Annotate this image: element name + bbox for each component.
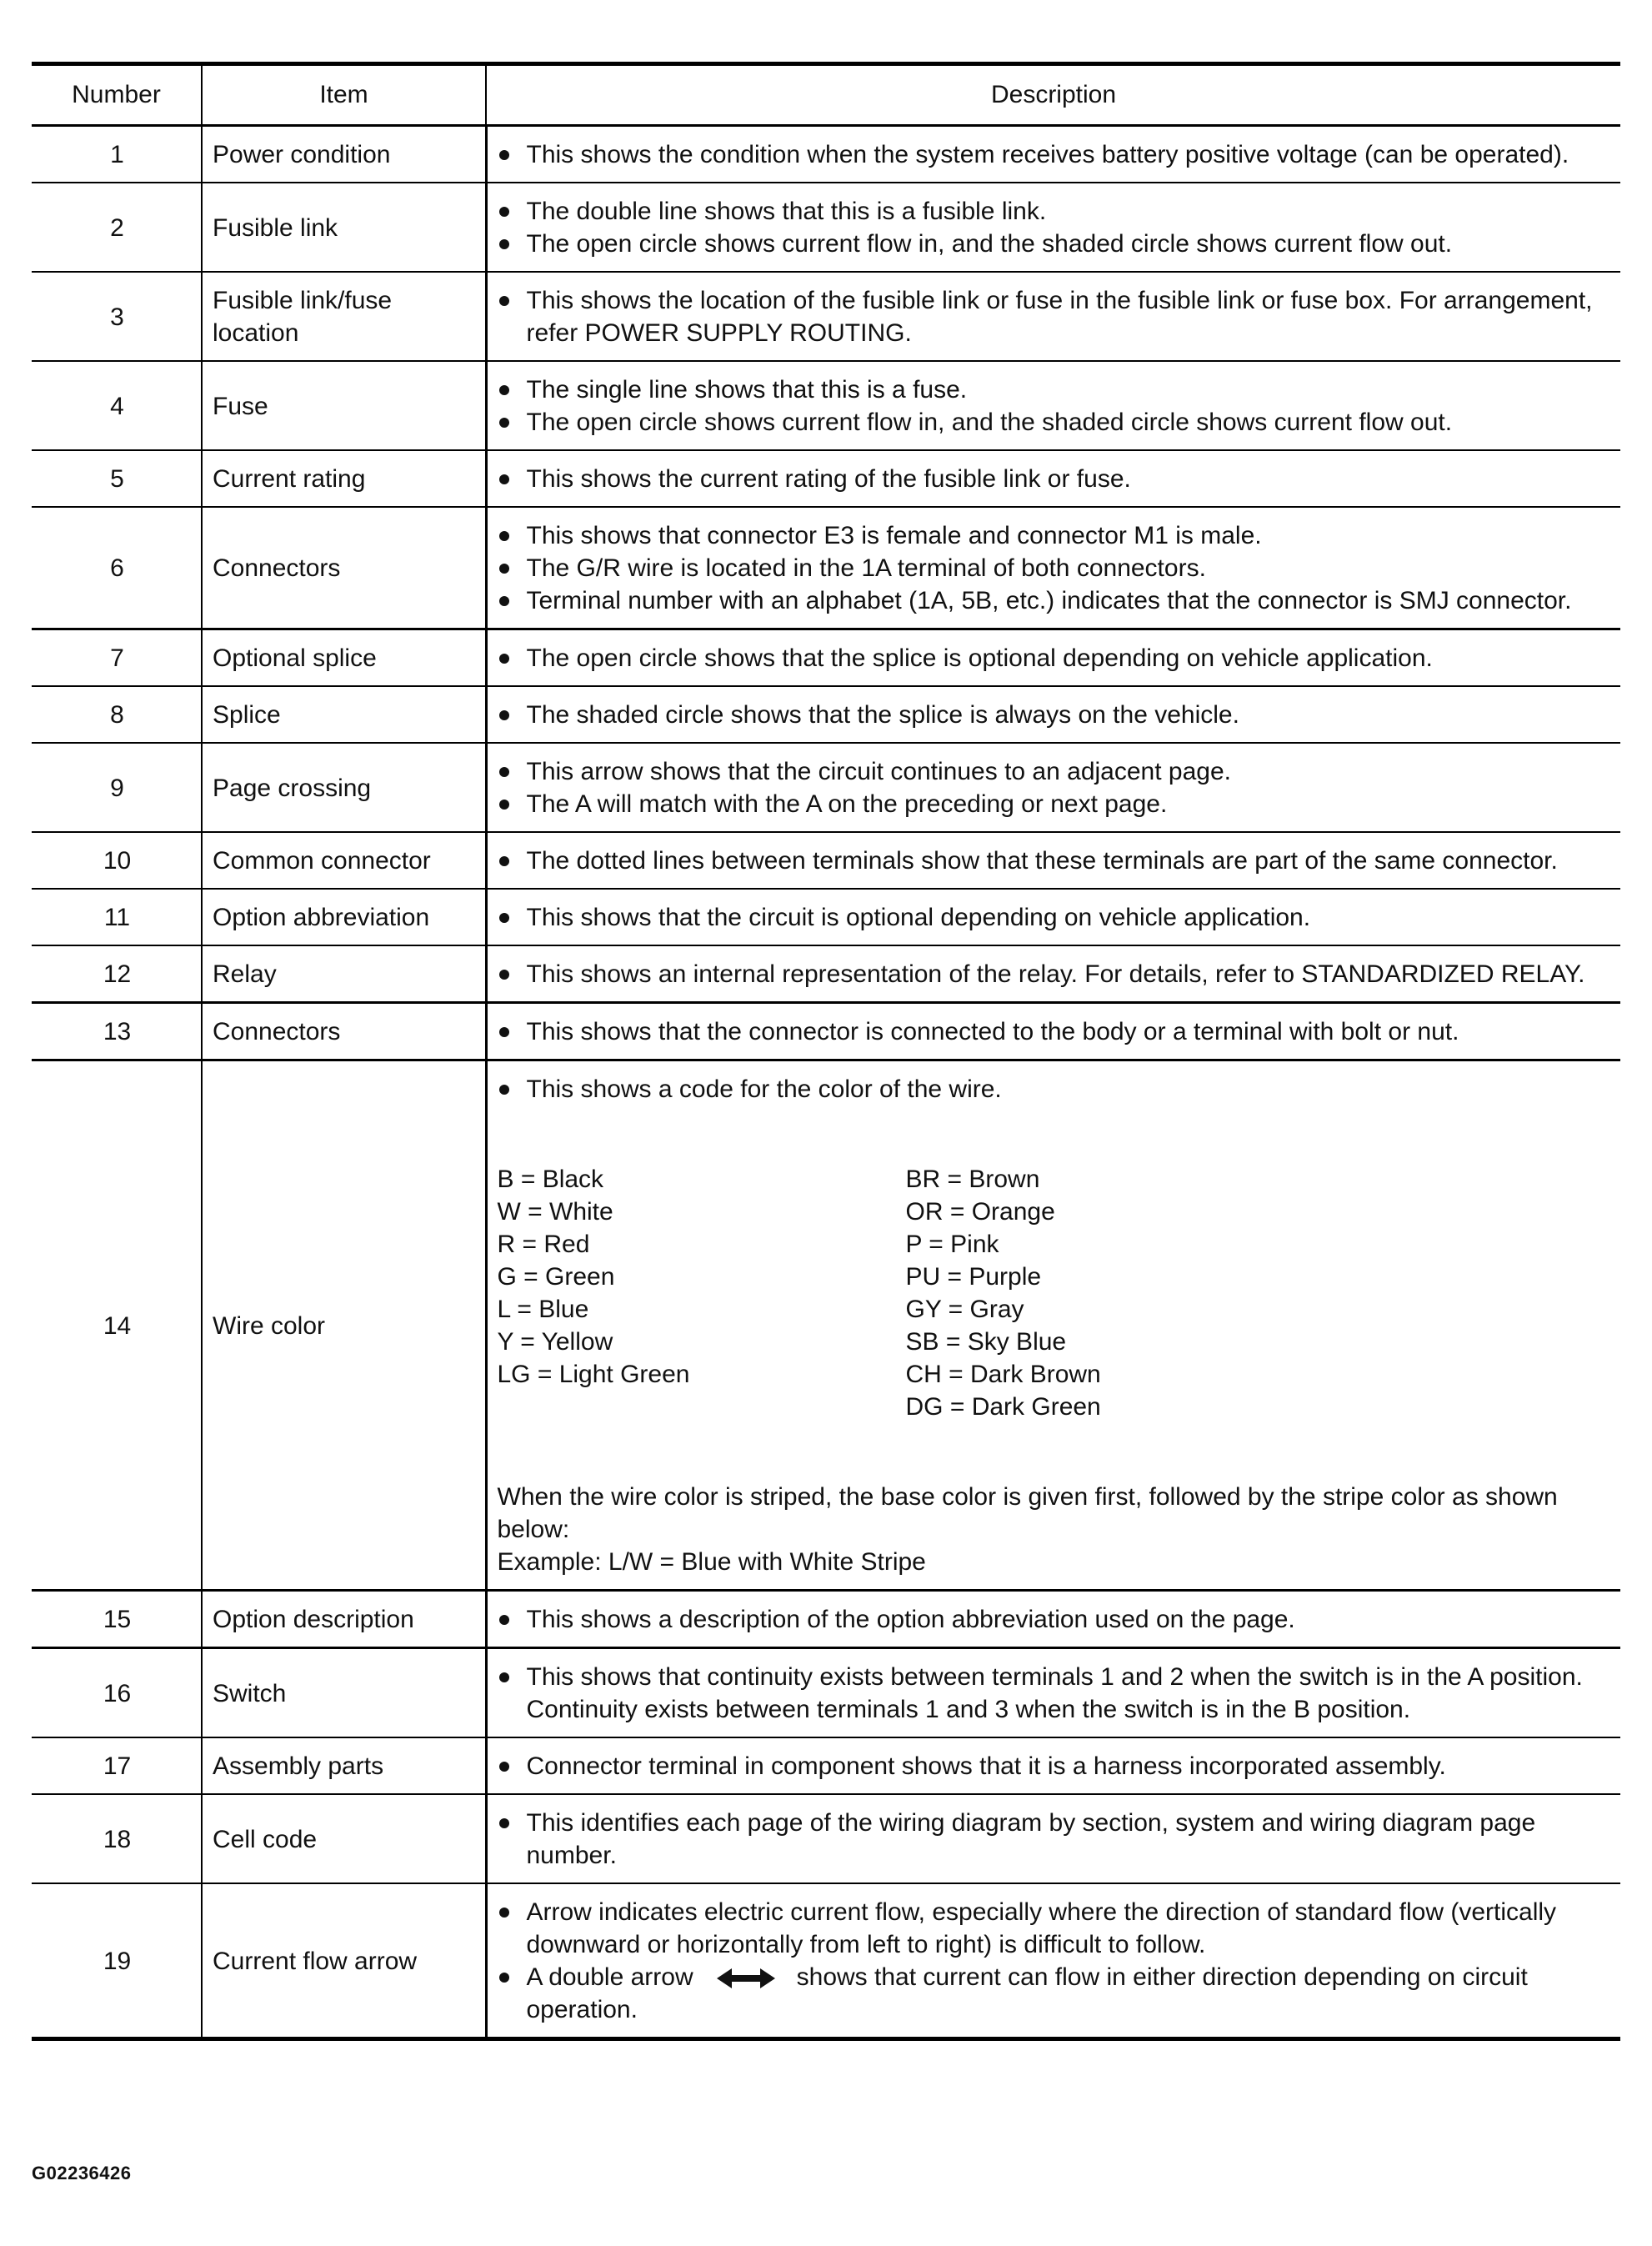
row-number: 10 <box>32 832 202 889</box>
row-item: Fusible link <box>202 183 486 272</box>
row-number: 7 <box>32 629 202 687</box>
row-number: 6 <box>32 507 202 629</box>
row-number: 14 <box>32 1060 202 1591</box>
row-description <box>486 450 1620 507</box>
figure-code: G02236426 <box>32 2163 132 2183</box>
header-item: Item <box>202 64 486 126</box>
table-header-row <box>32 64 1620 126</box>
table-row <box>32 272 1620 361</box>
description-bullet: This identifies each page of the wiring diagram by section, system and wiring diagram page number. <box>498 1807 1613 1872</box>
row-description <box>486 945 1620 1003</box>
table-row <box>32 945 1620 1003</box>
table-row <box>32 507 1620 629</box>
description-bullet: The G/R wire is located in the 1A terminal of both connectors. <box>498 552 1613 584</box>
table-row <box>32 889 1620 945</box>
row-description <box>486 1648 1620 1738</box>
wire-color-code: PU = Purple <box>905 1263 1042 1291</box>
wire-color-code: W = White <box>497 1198 613 1226</box>
bullet-text-after: shows that current can flow in either direction depending on circuit operation. <box>526 1963 1528 2023</box>
row-description <box>486 686 1620 743</box>
row-item: Assembly parts <box>202 1737 486 1794</box>
row-item: Optional splice <box>202 629 486 687</box>
description-bullet: This shows that continuity exists between terminals 1 and 2 when the switch is in the A position. Continuity exists between terminals 1 and 3 when the switch is in the B position. <box>498 1661 1613 1726</box>
table-row <box>32 1737 1620 1794</box>
wire-color-code: OR = Orange <box>905 1198 1055 1226</box>
wire-color-codes <box>498 1163 1613 1423</box>
row-item: Connectors <box>202 507 486 629</box>
wiring-legend-table <box>32 62 1620 2041</box>
wire-color-code: GY = Gray <box>905 1296 1024 1323</box>
row-item: Relay <box>202 945 486 1003</box>
note-line: Example: L/W = Blue with White Stripe <box>497 1548 926 1576</box>
row-number: 5 <box>32 450 202 507</box>
row-item: Wire color <box>202 1060 486 1591</box>
description-bullet: The A will match with the A on the preceding or next page. <box>498 788 1613 820</box>
wire-color-code: L = Blue <box>497 1296 589 1323</box>
description-bullet: The open circle shows current flow in, and the shaded circle shows current flow out. <box>498 406 1613 439</box>
wire-color-code: Y = Yellow <box>497 1328 613 1356</box>
row-description <box>486 1591 1620 1648</box>
row-number: 9 <box>32 743 202 832</box>
table-row <box>32 126 1620 183</box>
description-bullet: This shows the condition when the system receives battery positive voltage (can be operated). <box>498 138 1613 171</box>
row-description <box>486 1003 1620 1060</box>
wire-color-code: SB = Sky Blue <box>905 1328 1067 1356</box>
table-row <box>32 450 1620 507</box>
table-row <box>32 361 1620 450</box>
wire-color-code: CH = Dark Brown <box>905 1361 1101 1388</box>
description-bullet: This shows that the connector is connected to the body or a terminal with bolt or nut. <box>498 1015 1613 1048</box>
row-number: 18 <box>32 1794 202 1883</box>
description-bullet: The single line shows that this is a fuse. <box>498 373 1613 406</box>
table-row <box>32 743 1620 832</box>
row-description <box>486 1060 1620 1591</box>
row-item: Cell code <box>202 1794 486 1883</box>
description-bullet: Connector terminal in component shows that it is a harness incorporated assembly. <box>498 1750 1613 1782</box>
row-item: Fuse <box>202 361 486 450</box>
row-item: Switch <box>202 1648 486 1738</box>
wire-color-code: R = Red <box>497 1231 590 1258</box>
row-number: 13 <box>32 1003 202 1060</box>
row-item: Common connector <box>202 832 486 889</box>
table-row <box>32 1794 1620 1883</box>
row-number: 4 <box>32 361 202 450</box>
row-number: 16 <box>32 1648 202 1738</box>
description-bullet: This arrow shows that the circuit continues to an adjacent page. <box>498 755 1613 788</box>
row-number: 12 <box>32 945 202 1003</box>
row-item: Option abbreviation <box>202 889 486 945</box>
row-description <box>486 126 1620 183</box>
row-number: 11 <box>32 889 202 945</box>
description-bullet: This shows that the circuit is optional depending on vehicle application. <box>498 901 1613 934</box>
row-description <box>486 272 1620 361</box>
row-number: 3 <box>32 272 202 361</box>
wire-color-code: BR = Brown <box>905 1166 1040 1193</box>
table-row <box>32 1648 1620 1738</box>
row-description <box>486 1737 1620 1794</box>
description-bullet: The open circle shows that the splice is optional depending on vehicle application. <box>498 642 1613 674</box>
row-description <box>486 361 1620 450</box>
row-description <box>486 832 1620 889</box>
legend-document <box>32 62 1620 2041</box>
row-description <box>486 889 1620 945</box>
note-line: When the wire color is striped, the base color is given first, followed by the stripe color as shown below: <box>497 1483 1558 1543</box>
header-description: Description <box>486 64 1620 126</box>
description-bullet: The double line shows that this is a fusible link. <box>498 195 1613 228</box>
table-row <box>32 183 1620 272</box>
row-item: Connectors <box>202 1003 486 1060</box>
double-arrow-icon <box>717 1967 775 1990</box>
description-bullet: Arrow indicates electric current flow, especially where the direction of standard flow (vertically downward or horizontally from left to right) is difficult to follow. <box>498 1896 1613 1961</box>
description-bullet: This shows the current rating of the fusible link or fuse. <box>498 463 1613 495</box>
wire-color-code: G = Green <box>497 1263 615 1291</box>
row-number: 15 <box>32 1591 202 1648</box>
row-number: 1 <box>32 126 202 183</box>
row-description <box>486 743 1620 832</box>
row-number: 2 <box>32 183 202 272</box>
table-row <box>32 1003 1620 1060</box>
description-bullet <box>498 1961 1613 2026</box>
row-item: Fusible link/fuse location <box>202 272 486 361</box>
row-item: Power condition <box>202 126 486 183</box>
row-item: Option description <box>202 1591 486 1648</box>
row-item: Page crossing <box>202 743 486 832</box>
description-bullet: The shaded circle shows that the splice is always on the vehicle. <box>498 699 1613 731</box>
row-item: Current flow arrow <box>202 1883 486 2039</box>
row-item: Splice <box>202 686 486 743</box>
row-description <box>486 1883 1620 2039</box>
description-bullet: The dotted lines between terminals show that these terminals are part of the same connector. <box>498 845 1613 877</box>
description-bullet: This shows that connector E3 is female and connector M1 is male. <box>498 519 1613 552</box>
description-bullet: This shows a code for the color of the wire. <box>498 1073 1613 1105</box>
row-description <box>486 1794 1620 1883</box>
table-row <box>32 1591 1620 1648</box>
row-description <box>486 629 1620 687</box>
header-number: Number <box>32 64 202 126</box>
table-row <box>32 832 1620 889</box>
wire-color-code: P = Pink <box>905 1231 999 1258</box>
table-row <box>32 1883 1620 2039</box>
row-item: Current rating <box>202 450 486 507</box>
table-row <box>32 1060 1620 1591</box>
table-row <box>32 686 1620 743</box>
row-description <box>486 507 1620 629</box>
description-bullet: This shows the location of the fusible link or fuse in the fusible link or fuse box. For arrangement, refer POWER SUPPLY ROUTING. <box>498 284 1613 349</box>
striped-wire-note <box>498 1481 1613 1578</box>
bullet-text-before: A double arrow <box>526 1963 693 1991</box>
wire-color-code: DG = Dark Green <box>905 1393 1101 1421</box>
description-bullet: The open circle shows current flow in, and the shaded circle shows current flow out. <box>498 228 1613 260</box>
wire-color-code: LG = Light Green <box>497 1361 690 1388</box>
description-bullet: Terminal number with an alphabet (1A, 5B, etc.) indicates that the connector is SMJ connector. <box>498 584 1613 617</box>
row-number: 8 <box>32 686 202 743</box>
row-number: 17 <box>32 1737 202 1794</box>
wire-color-code: B = Black <box>497 1166 604 1193</box>
wire-color-spacer <box>498 1391 906 1423</box>
row-number: 19 <box>32 1883 202 2039</box>
table-row <box>32 629 1620 687</box>
description-bullet: This shows an internal representation of the relay. For details, refer to STANDARDIZED RELAY. <box>498 958 1613 990</box>
row-description <box>486 183 1620 272</box>
description-bullet: This shows a description of the option abbreviation used on the page. <box>498 1603 1613 1636</box>
